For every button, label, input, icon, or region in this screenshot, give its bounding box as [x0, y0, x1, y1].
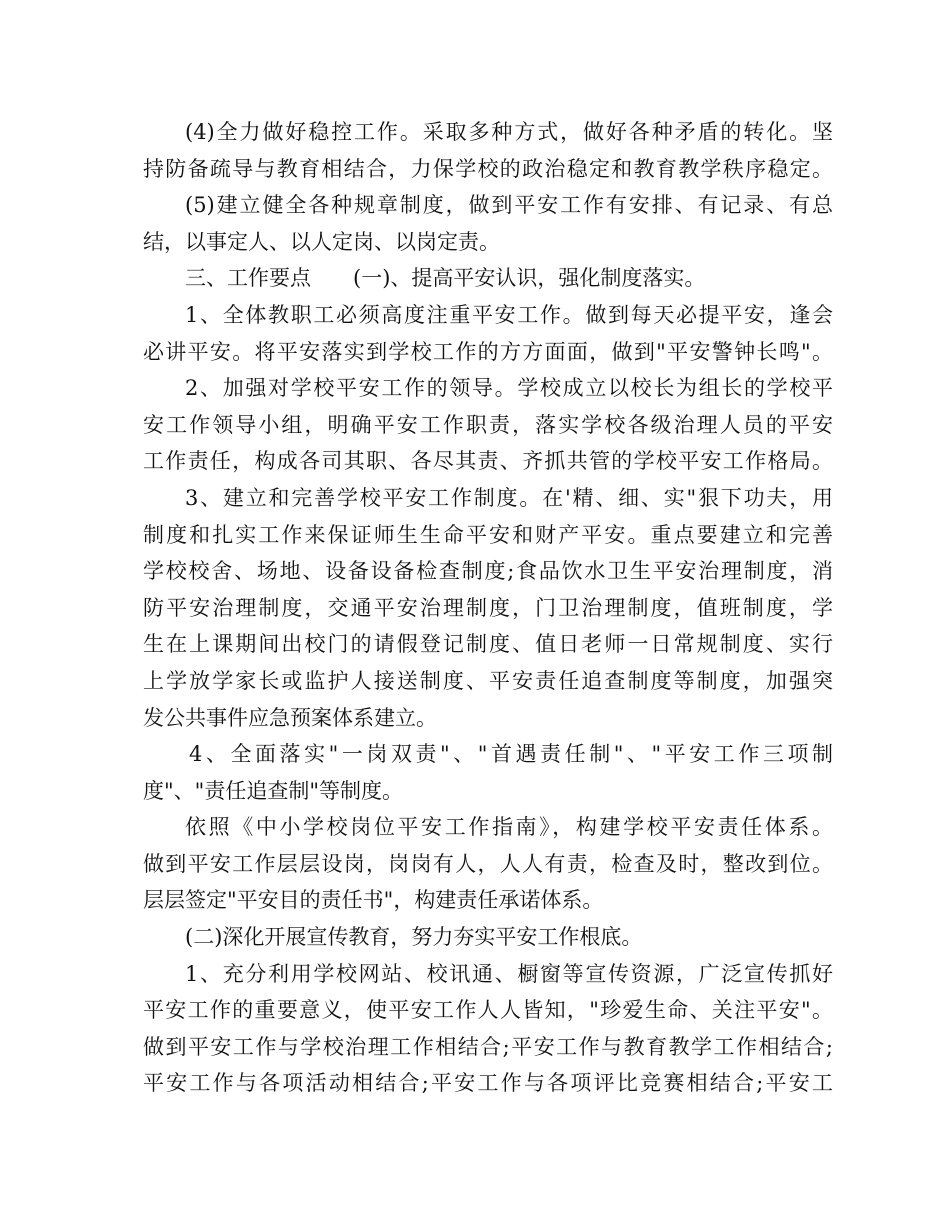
text-line: 防平安治理制度，交通平安治理制度，门卫治理制度，值班制度，学: [143, 595, 833, 620]
text-line: 2、加强对学校平安工作的领导。学校成立以校长为组长的学校平: [185, 376, 833, 401]
text-line: 学校校舍、场地、设备设备检查制度;食品饮水卫生平安治理制度，消: [143, 559, 833, 584]
text-line: (二)深化开展宣传教育，努力夯实平安工作根底。: [185, 925, 643, 950]
guide-paragraph: [143, 809, 833, 919]
paragraph-5: [143, 187, 833, 260]
text-line: 度"、"责任追查制"等制度。: [143, 778, 403, 803]
text-line: 安工作领导小组，明确平安工作职责，落实学校各级治理人员的平安: [143, 412, 833, 437]
text-line: 1、全体教职工必须高度注重平安工作。做到每天必提平安，逢会: [185, 302, 833, 327]
text-line: 发公共事件应急预案体系建立。: [143, 705, 437, 730]
text-line: 做到平安工作与学校治理工作相结合;平安工作与教育教学工作相结合;: [143, 1034, 833, 1059]
text-line: 4、全面落实"一岗双责"、"首遇责任制"、"平安工作三项制: [189, 742, 833, 767]
section-heading-3: [143, 260, 833, 297]
paragraph-4: [143, 114, 833, 187]
text-line: 平安工作与各项活动相结合;平安工作与各项评比竞赛相结合;平安工: [143, 1071, 833, 1096]
text-line: 制度和扎实工作来保证师生生命平安和财产平安。重点要建立和完善: [143, 522, 833, 547]
text-line: (5)建立健全各种规章制度，做到平安工作有安排、有记录、有总: [185, 193, 833, 218]
text-line: (4)全力做好稳控工作。采取多种方式，做好各种矛盾的转化。坚: [185, 120, 833, 144]
text-line: 依照《中小学校岗位平安工作指南》，构建学校平安责任体系。: [185, 815, 833, 840]
item-3: [143, 480, 833, 736]
text-line: 1、充分利用学校网站、校讯通、橱窗等宣传资源，广泛宣传抓好: [185, 961, 833, 986]
document-page: [143, 114, 833, 1102]
text-line: 做到平安工作层层设岗，岗岗有人，人人有责，检查及时，整改到位。: [143, 851, 833, 876]
text-line: 工作责任，构成各司其职、各尽其责、齐抓共管的学校平安工作格局。: [143, 449, 833, 474]
text-line: 平安工作的重要意义，使平安工作人人皆知，"珍爱生命、关注平安"。: [143, 998, 833, 1023]
item-2-1: [143, 956, 833, 1102]
text-line: 持防备疏导与教育相结合，力保学校的政治稳定和教育教学秩序稳定。: [143, 156, 833, 181]
text-line: 层层签定"平安目的责任书"，构建责任承诺体系。: [143, 888, 604, 913]
section-heading-3-2: [143, 919, 833, 956]
text-line: 3、建立和完善学校平安工作制度。在'精、细、实"狠下功夫，用: [185, 485, 833, 510]
item-1: [143, 297, 833, 370]
item-2: [143, 370, 833, 480]
text-line: 上学放学家长或监护人接送制度、平安责任追查制度等制度，加强突: [143, 668, 833, 693]
text-line: 三、工作要点 (一)、提高平安认识，强化制度落实。: [185, 266, 706, 291]
text-line: 生在上课期间出校门的请假登记制度、值日老师一日常规制度、实行: [143, 632, 833, 657]
item-4: [143, 736, 833, 809]
text-line: 结，以事定人、以人定岗、以岗定责。: [143, 229, 500, 254]
text-line: 必讲平安。将平安落实到学校工作的方方面面，做到"平安警钟长鸣"。: [143, 339, 833, 364]
